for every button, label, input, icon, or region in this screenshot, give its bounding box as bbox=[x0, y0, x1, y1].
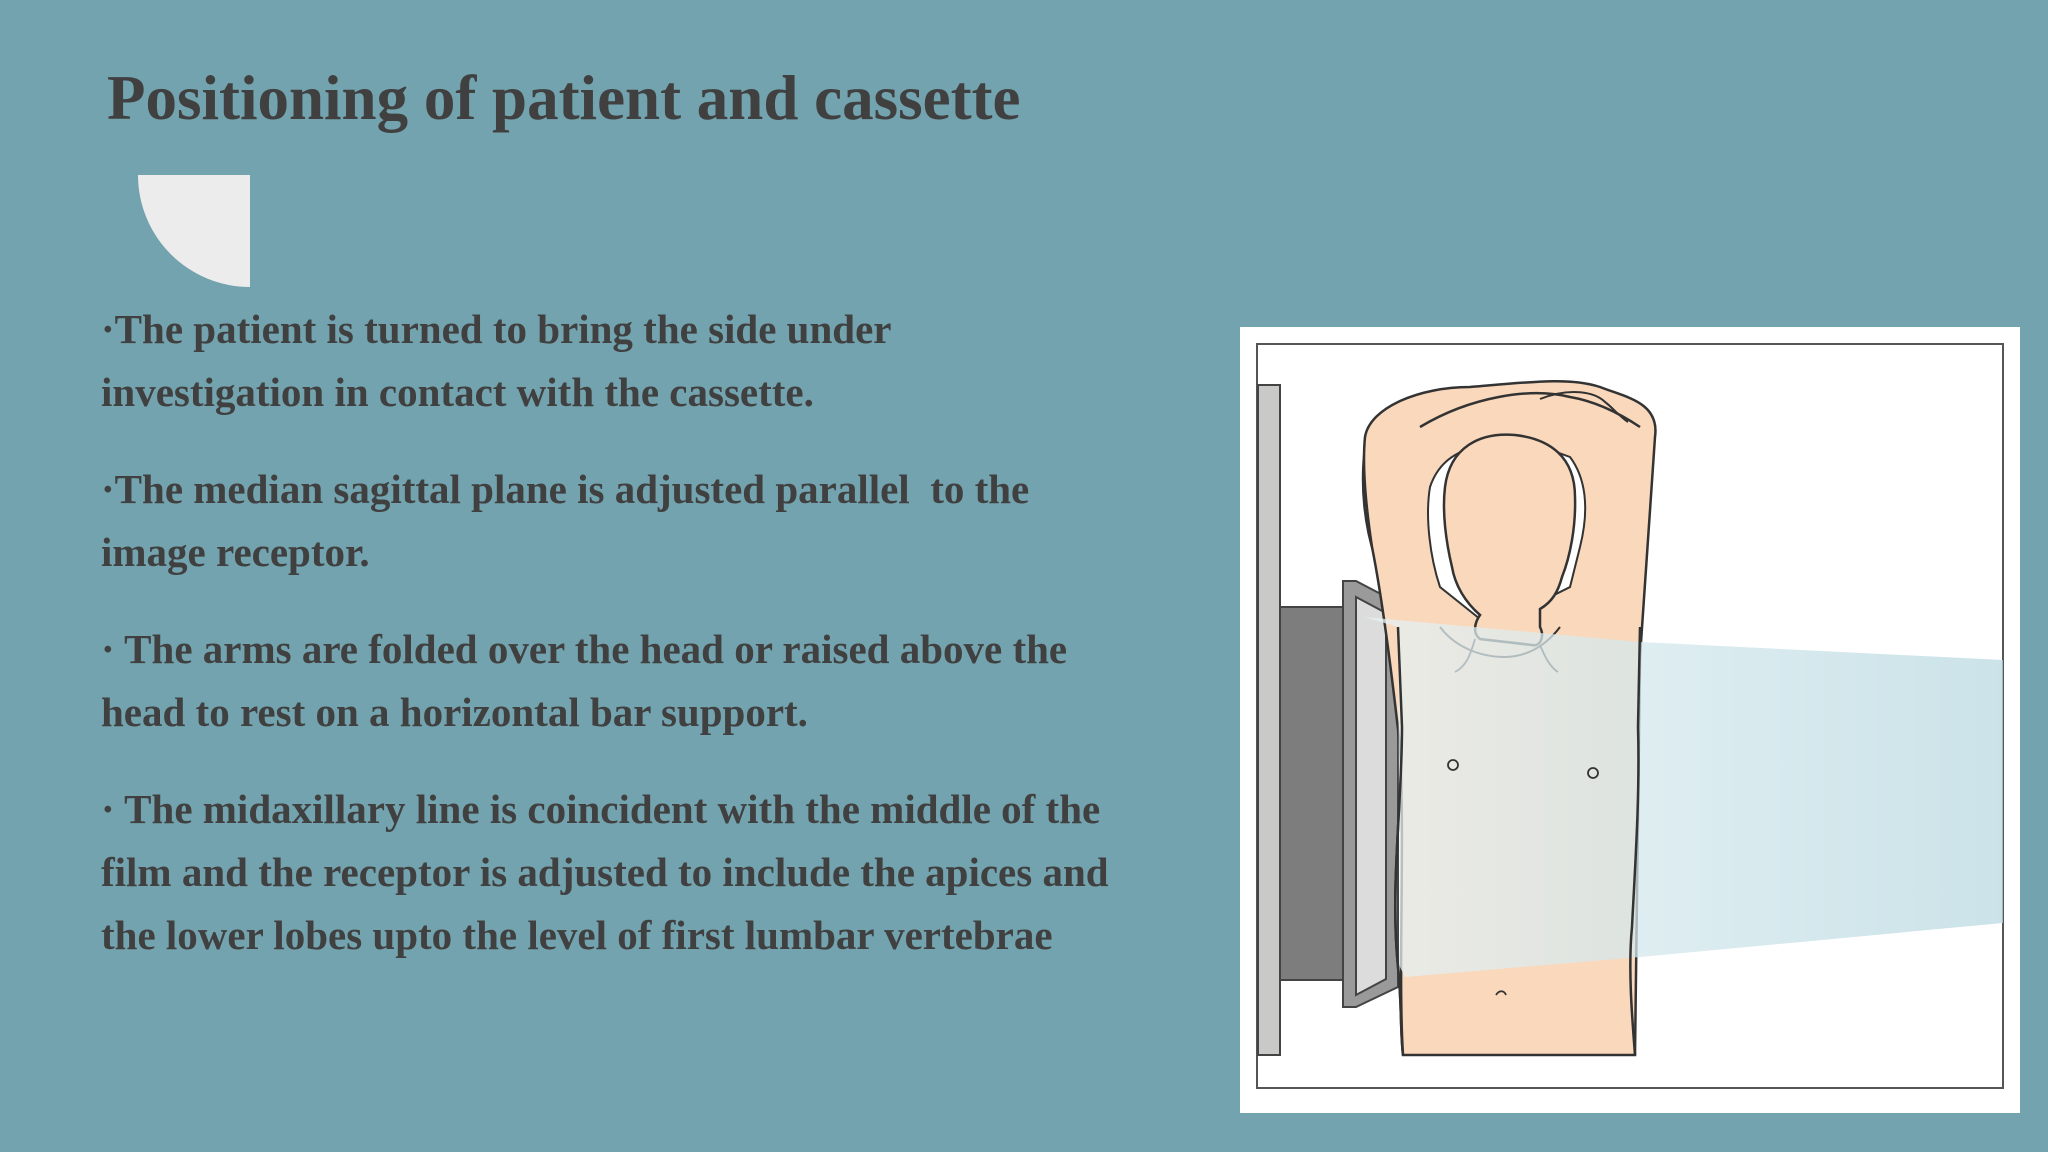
bullet-item: · The midaxillary line is coincident with the middle of the film and the receptor is adjusted to include the apices and the lower lobes upto the level of first lumbar vertebrae bbox=[101, 786, 1119, 958]
slide-title: Positioning of patient and cassette bbox=[107, 63, 1021, 133]
bullet-item: ·The median sagittal plane is adjusted parallel to the image receptor. bbox=[101, 466, 1040, 575]
bullet-item: · The arms are folded over the head or raised above the head to rest on a horizontal bar support. bbox=[101, 626, 1078, 735]
quarter-circle-decoration bbox=[138, 175, 250, 287]
xray-beam bbox=[1364, 617, 2003, 977]
cassette-holder bbox=[1280, 607, 1343, 980]
bullet-list bbox=[101, 298, 1119, 1001]
positioning-illustration bbox=[1240, 327, 2020, 1113]
bullet-item: ·The patient is turned to bring the side under investigation in contact with the cassette. bbox=[101, 306, 901, 415]
stand-post bbox=[1258, 385, 1280, 1055]
patient-positioning-icon bbox=[1240, 327, 2020, 1113]
